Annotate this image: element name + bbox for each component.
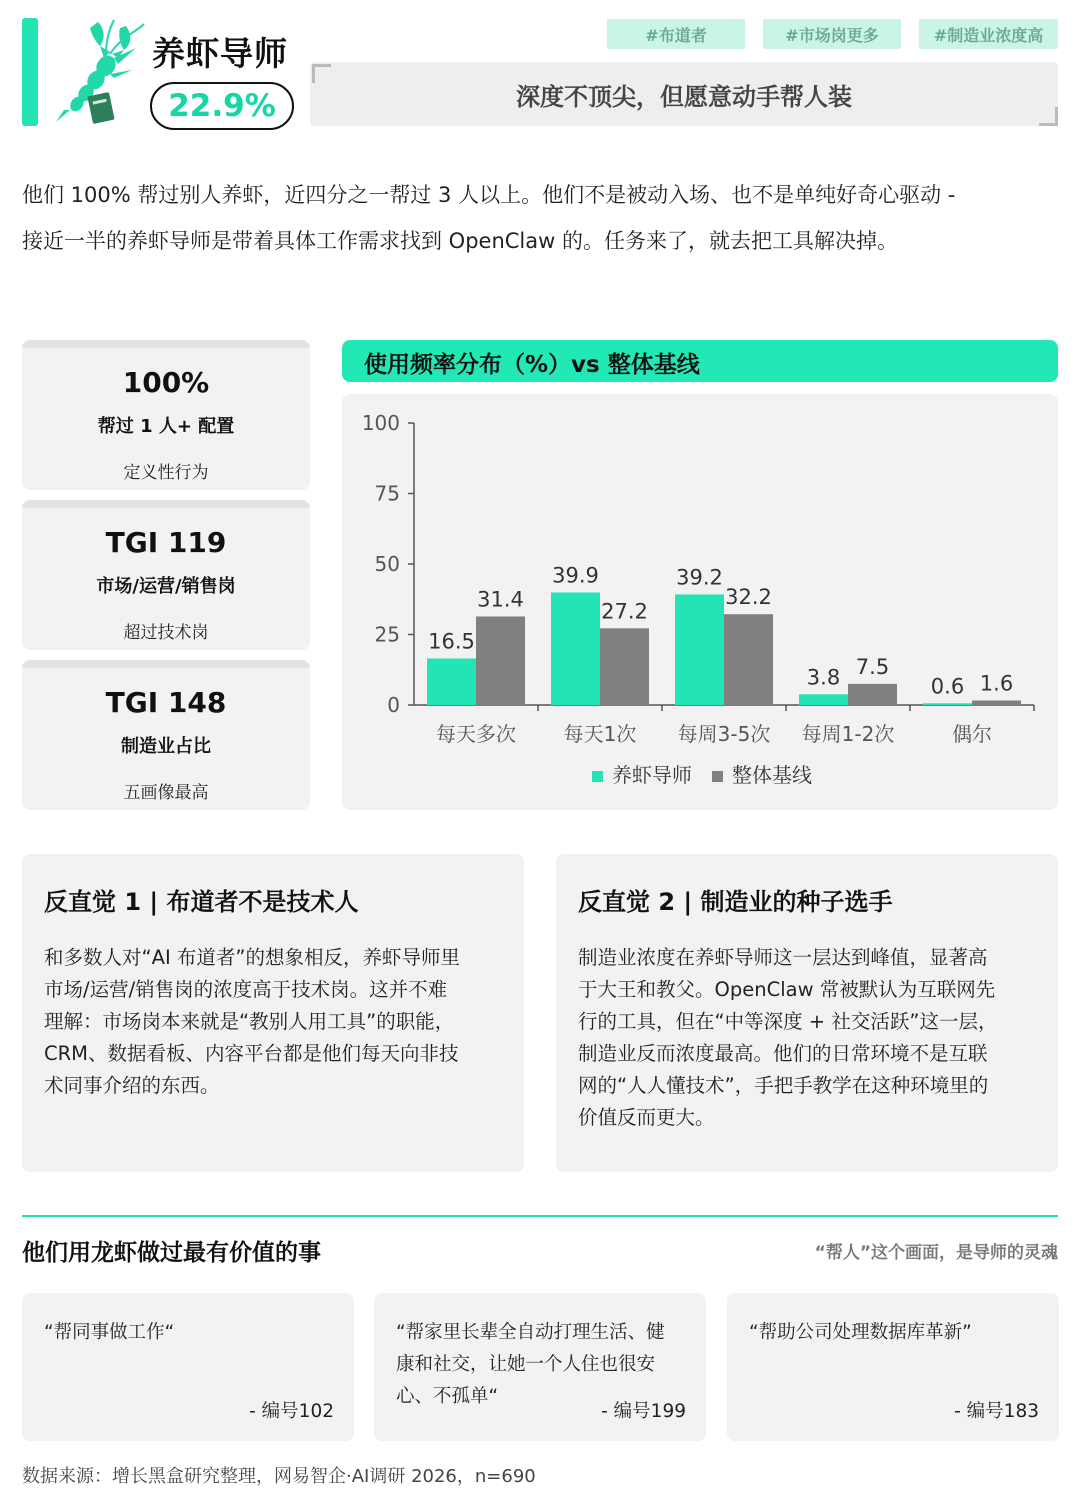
quote-line: 心、不孤单“ [396, 1386, 499, 1407]
quote-line: 康和社交，让她一个人住也很安 [396, 1354, 656, 1375]
x-tick-label: 每天1次 [563, 722, 637, 746]
data-source-footer: 数据来源：增长黑盒研究整理，网易智企·AI调研 2026，n=690 [22, 1466, 536, 1487]
insight-card-2 [556, 854, 1058, 1172]
y-tick-label: 75 [374, 481, 400, 506]
stat-sub: 定义性行为 [123, 463, 209, 483]
section-title: 他们用龙虾做过最有价值的事 [22, 1240, 321, 1266]
stat-card-manufacturing [22, 660, 310, 810]
stat-sub: 超过技术岗 [123, 623, 209, 643]
bar-baseline [476, 616, 525, 705]
bar-value-label: 1.6 [979, 671, 1014, 696]
card-strip [22, 340, 310, 348]
quote-card-2 [374, 1293, 706, 1441]
quote-respondent-id: - 编号199 [601, 1401, 686, 1422]
insight-title: 反直觉 1 | 布道者不是技术人 [44, 888, 359, 916]
intro-paragraph [22, 172, 1062, 264]
insight-line: 价值反而更大。 [578, 1106, 715, 1129]
bar-baseline [724, 614, 773, 705]
x-tick-label: 偶尔 [952, 722, 992, 746]
insight-line: 制造业浓度在养虾导师这一层达到峰值，显著高 [578, 946, 988, 969]
persona-percent-badge: 22.9% [150, 82, 294, 130]
legend-label: 养虾导师 [612, 763, 692, 787]
bar-value-label: 16.5 [428, 629, 475, 654]
bar-baseline [848, 684, 897, 705]
quote-respondent-id: - 编号102 [249, 1401, 334, 1422]
bar-value-label: 3.8 [806, 665, 841, 690]
chart-panel [342, 394, 1058, 810]
bar-value-label: 0.6 [930, 674, 965, 699]
lobster-icon [40, 18, 148, 126]
tag-marketing: #市场岗更多 [763, 19, 901, 49]
card-strip [22, 660, 310, 668]
stat-card-helped [22, 340, 310, 490]
insight-line: 行的工具，但在“中等深度 + 社交活跃”这一层， [578, 1010, 998, 1033]
bar-value-label: 39.9 [552, 563, 599, 588]
section-divider [22, 1215, 1058, 1217]
bar-value-label: 39.2 [676, 565, 723, 590]
quote-line: “帮家里长辈全自动打理生活、健 [396, 1322, 665, 1343]
stat-label: 市场/运营/销售岗 [96, 576, 236, 597]
quote-respondent-id: - 编号183 [954, 1401, 1039, 1422]
bar-mentor [923, 703, 972, 705]
insight-line: 网的“人人懂技术”，手把手教学在这种环境里的 [578, 1074, 989, 1097]
chart-title: 使用频率分布（%）vs 整体基线 [364, 352, 700, 378]
quote-text [749, 1317, 1043, 1349]
quote-line: “帮助公司处理数据库革新” [749, 1322, 972, 1343]
corner-bracket-bottom-right [1039, 107, 1058, 126]
card-strip [22, 500, 310, 508]
x-tick-label: 每周3-5次 [677, 722, 771, 746]
insight-line: CRM、数据看板、内容平台都是他们每天向非技 [44, 1042, 459, 1065]
insight-line: 理解：市场岗本来就是“教别人用工具”的职能， [44, 1010, 455, 1033]
insight-line: 于大王和教父。OpenClaw 常被默认为互联网先 [578, 978, 996, 1001]
bar-mentor [675, 594, 724, 705]
insight-body [578, 942, 1038, 1134]
bar-baseline [600, 628, 649, 705]
stat-value: 100% [122, 366, 210, 399]
bar-value-label: 32.2 [725, 585, 772, 610]
y-tick-label: 100 [361, 411, 400, 435]
quote-text [44, 1317, 338, 1349]
quote-card-1 [22, 1293, 354, 1441]
stat-sub: 五画像最高 [123, 783, 209, 803]
insight-line: 和多数人对“AI 布道者”的想象相反，养虾导师里 [44, 946, 460, 969]
corner-bracket-top-left [312, 64, 331, 83]
legend-swatch [592, 771, 603, 782]
persona-name: 养虾导师 [152, 34, 288, 73]
y-tick-label: 50 [374, 552, 400, 576]
x-tick-label: 每周1-2次 [801, 722, 895, 746]
tag-evangelist: #布道者 [607, 19, 745, 49]
bar-mentor [551, 592, 600, 705]
legend-label: 整体基线 [732, 763, 812, 787]
x-tick-label: 每天多次 [436, 722, 516, 746]
slogan-text: 深度不顶尖，但愿意动手帮人装 [516, 82, 852, 111]
insight-body [44, 942, 504, 1102]
accent-bar [22, 18, 38, 126]
insight-card-1 [22, 854, 524, 1172]
insight-title: 反直觉 2 | 制造业的种子选手 [578, 888, 893, 916]
quote-card-3 [727, 1293, 1059, 1441]
frequency-bar-chart [342, 394, 1058, 810]
intro-line: 他们 100% 帮过别人养虾，近四分之一帮过 3 人以上。他们不是被动入场、也不是单纯好奇心驱动 - [22, 183, 956, 207]
stat-value: TGI 148 [105, 686, 227, 719]
bar-value-label: 27.2 [601, 599, 648, 624]
tag-manufacturing: #制造业浓度高 [919, 19, 1058, 49]
quote-line: “帮同事做工作“ [44, 1322, 175, 1343]
insight-line: 术同事介绍的东西。 [44, 1074, 220, 1097]
bar-baseline [972, 700, 1021, 705]
insight-line: 市场/运营/销售岗的浓度高于技术岗。这并不难 [44, 978, 448, 1001]
bar-value-label: 7.5 [855, 654, 890, 679]
slogan-box [310, 62, 1058, 126]
stat-label: 帮过 1 人+ 配置 [97, 416, 235, 437]
stat-label: 制造业占比 [121, 736, 211, 757]
stat-card-marketing [22, 500, 310, 650]
bar-mentor [799, 694, 848, 705]
stat-value: TGI 119 [105, 526, 227, 559]
legend-swatch [712, 771, 723, 782]
chart-title-bar [342, 340, 1058, 382]
section-aside: “帮人”这个画面，是导师的灵魂 [814, 1243, 1058, 1263]
intro-line: 接近一半的养虾导师是带着具体工作需求找到 OpenClaw 的。任务来了，就去把工具解决掉。 [22, 229, 898, 253]
insight-line: 制造业反而浓度最高。他们的日常环境不是互联 [578, 1042, 988, 1065]
y-tick-label: 25 [374, 622, 400, 647]
bar-value-label: 31.4 [477, 587, 524, 612]
bar-mentor [427, 658, 476, 705]
y-tick-label: 0 [387, 693, 400, 717]
